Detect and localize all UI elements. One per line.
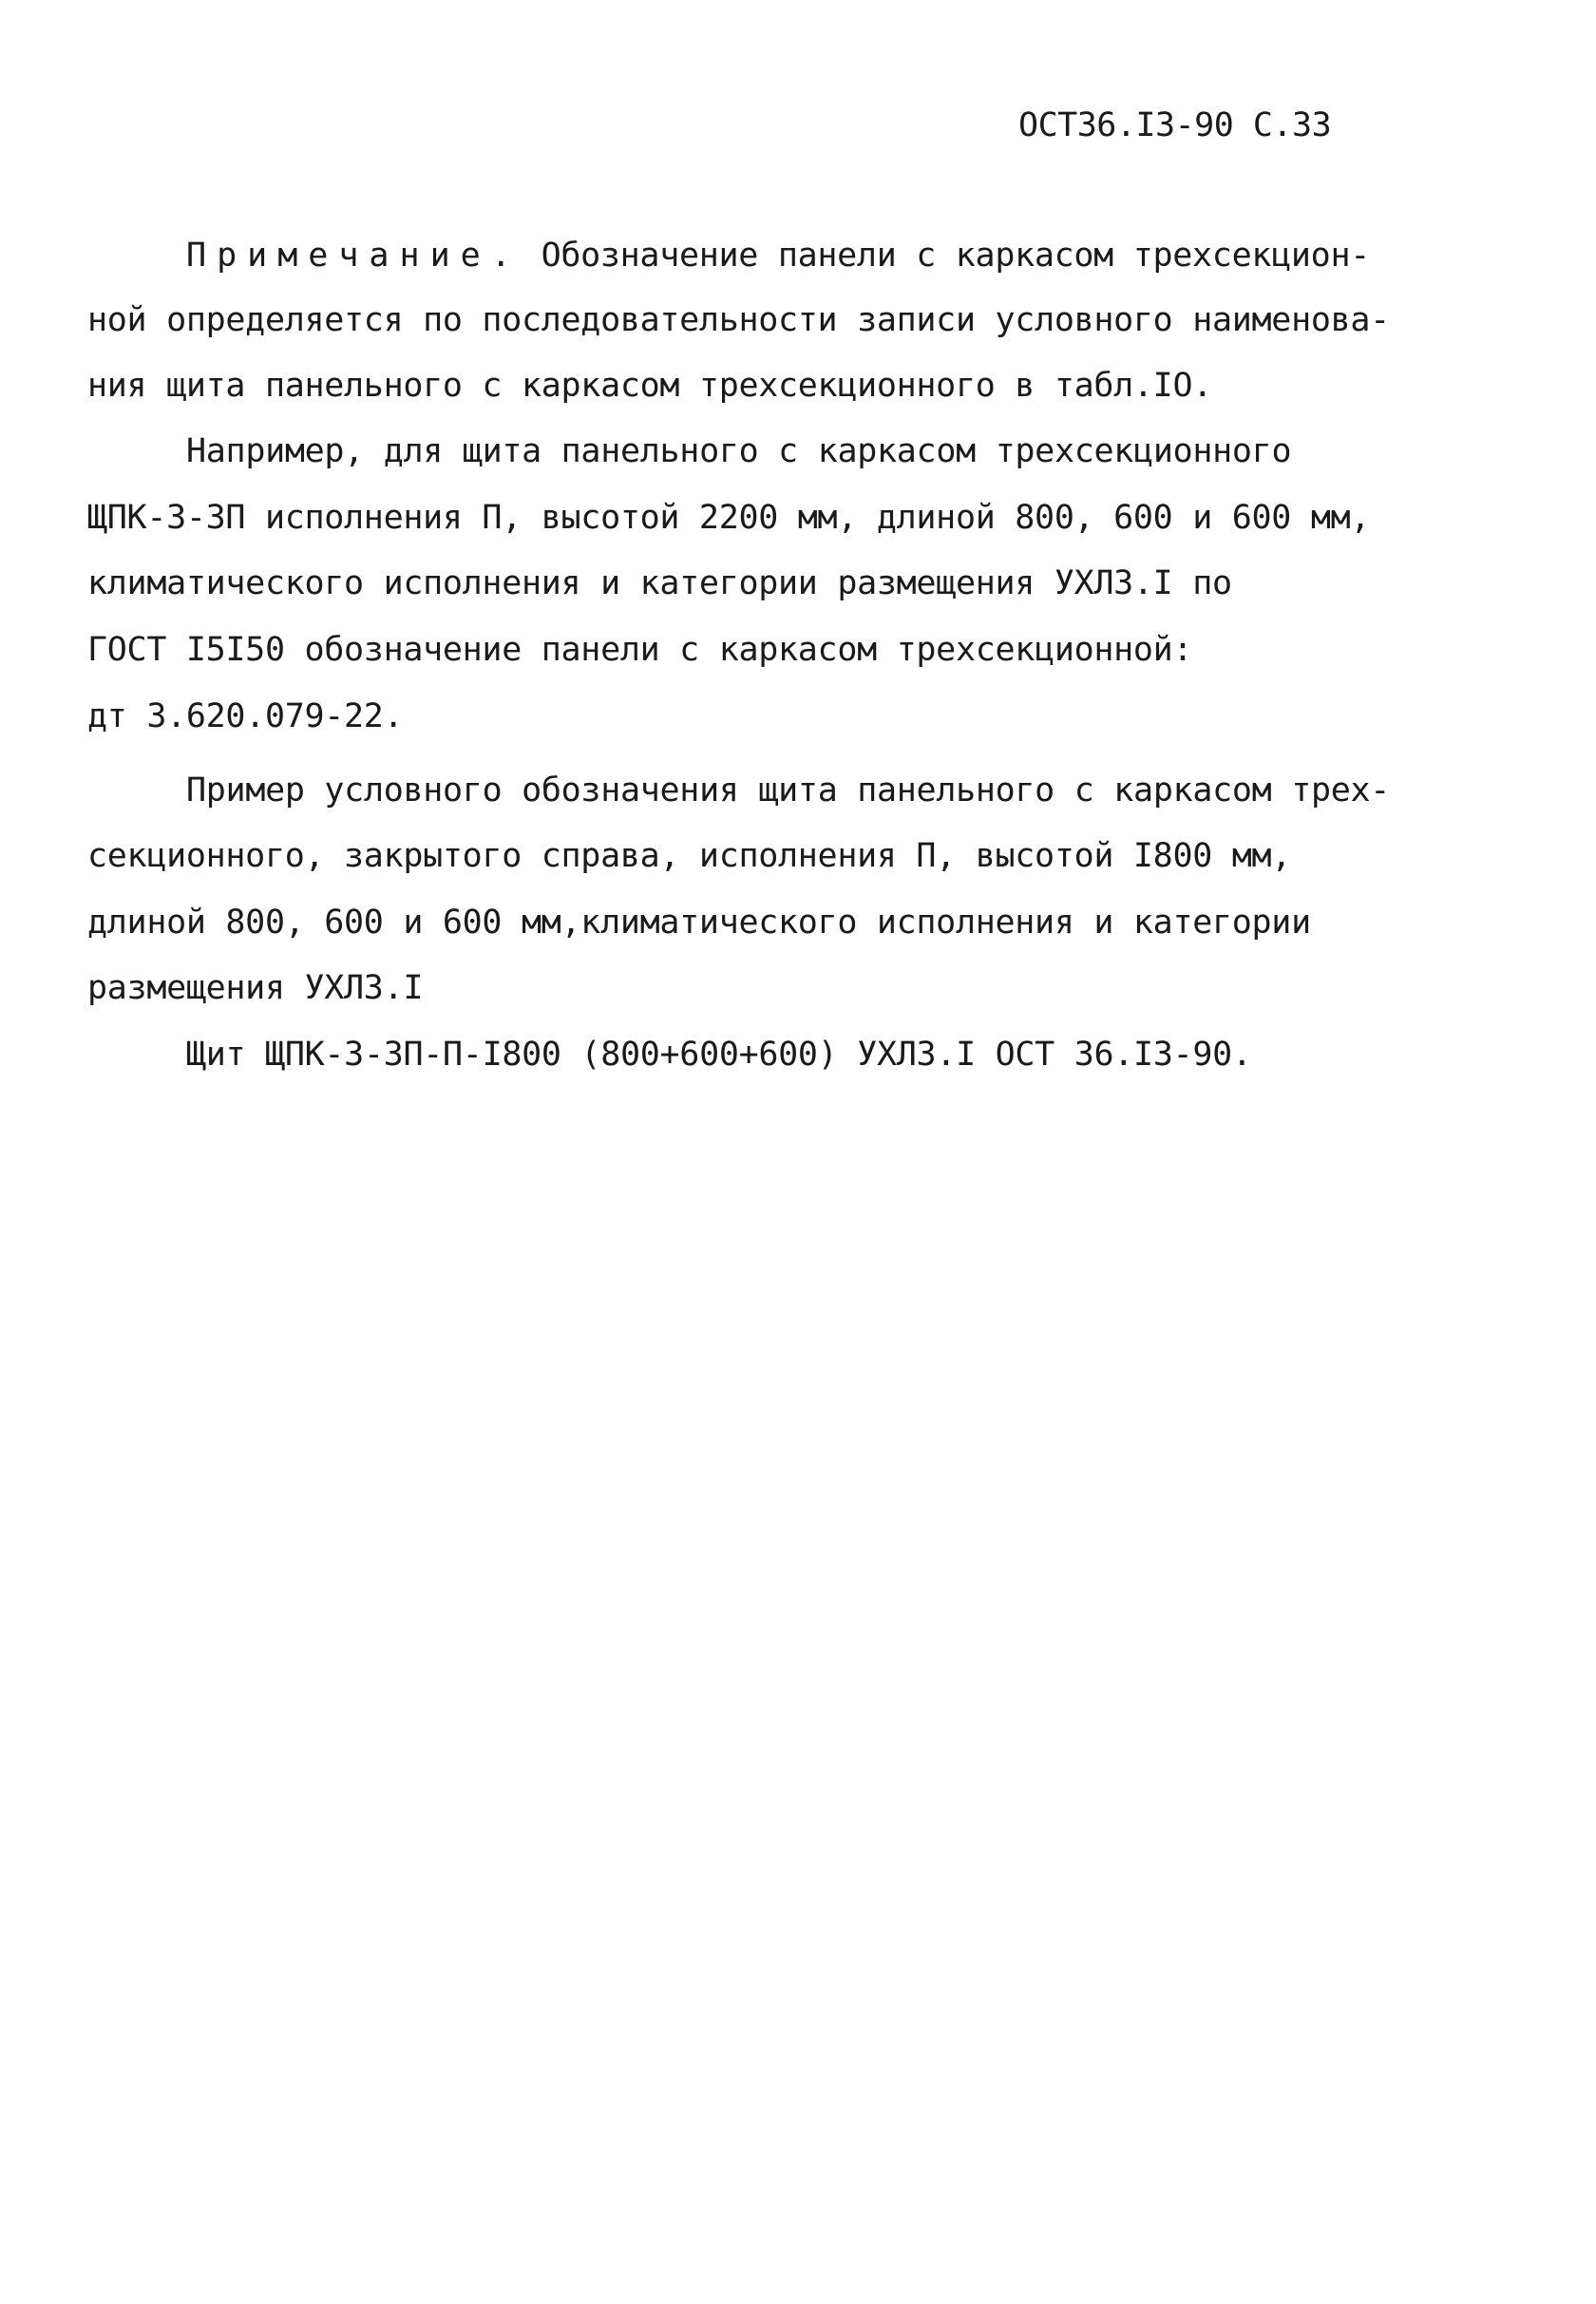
note-first-line xyxy=(186,239,1370,273)
note-first-line-text: Обозначение панели с каркасом трехсекцион- xyxy=(521,237,1370,275)
example-paragraph-line: ЩПК-3-3П исполнения П, высотой 2200 мм, длиной 800, 600 и 600 мм, xyxy=(87,499,1371,537)
example-paragraph-line: Например, для щита панельного с каркасом трехсекционного xyxy=(186,432,1292,470)
designation-string: Щит ЩПК-3-3П-П-I800 (800+600+600) УХЛ3.I ОСТ 36.I3-90. xyxy=(186,1036,1252,1074)
example-paragraph-line: дт 3.620.079-22. xyxy=(87,697,404,735)
designation-example-line: длиной 800, 600 и 600 мм,климатического исполнения и категории xyxy=(87,904,1311,942)
note-line: ной определяется по последовательности записи условного наименова- xyxy=(87,301,1390,339)
example-paragraph-line: ГОСТ I5I50 обозначение панели с каркасом трехсекционной: xyxy=(87,631,1193,669)
designation-example-line: секционного, закрытого справа, исполнения П, высотой I800 мм, xyxy=(87,837,1292,875)
example-paragraph-line: климатического исполнения и категории размещения УХЛ3.I по xyxy=(87,564,1232,602)
note-label: Примечание. xyxy=(186,237,522,275)
note-line: ния щита панельного с каркасом трехсекционного в табл.IО. xyxy=(87,367,1212,405)
designation-example-line: Пример условного обозначения щита панельного с каркасом трех- xyxy=(186,771,1391,809)
page-header: ОСТ36.I3-90 С.33 xyxy=(1018,106,1332,144)
designation-example-line: размещения УХЛ3.I xyxy=(87,969,424,1007)
